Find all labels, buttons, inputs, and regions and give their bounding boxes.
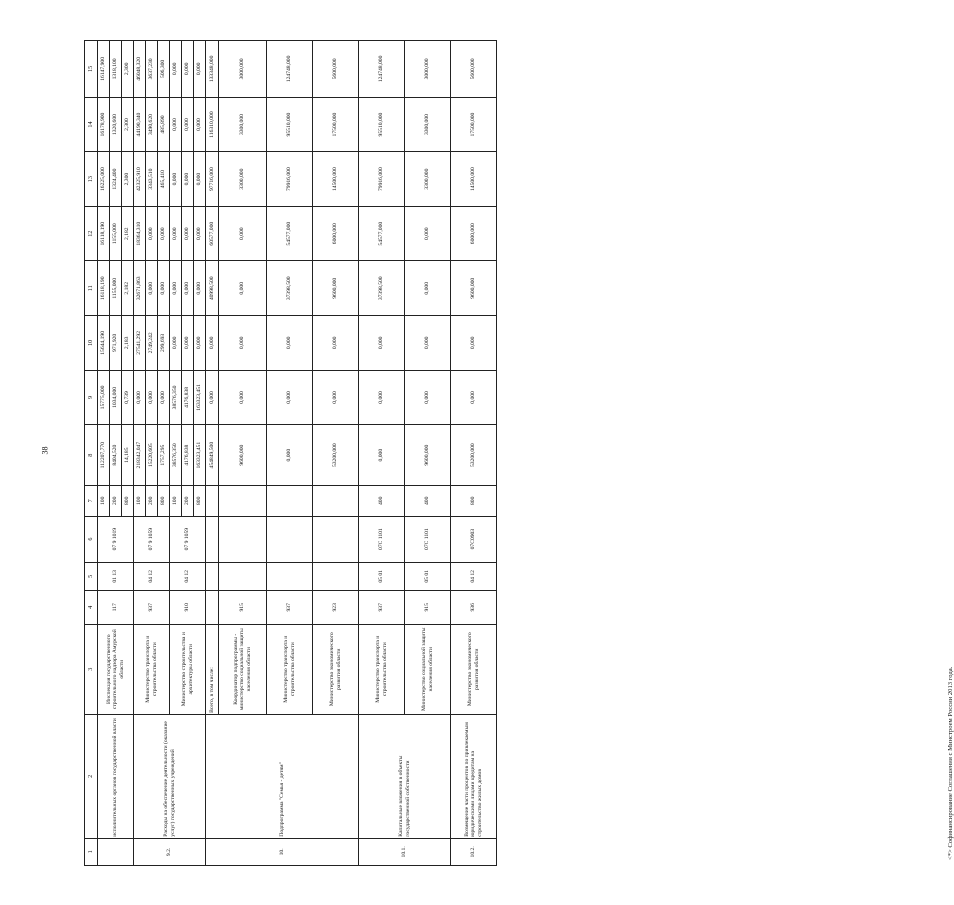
cell: 133348,000 [206, 41, 219, 98]
section-code: 04 12 [170, 562, 206, 590]
cell: 2,182 [122, 261, 134, 316]
cell: 8404,520 [110, 425, 122, 486]
cell: 971,920 [110, 316, 122, 371]
cell: 97716,000 [206, 152, 219, 207]
cell: 0,000 [134, 370, 146, 425]
cell: 6000,000 [451, 206, 497, 261]
col-header: 10 [85, 316, 98, 371]
cell: 0,000 [170, 97, 182, 152]
cell [219, 562, 267, 590]
cell: 100 [134, 486, 146, 516]
cell: 95510,000 [267, 97, 313, 152]
cell: 0,000 [405, 206, 451, 261]
cell [313, 486, 359, 516]
col-header: 3 [85, 624, 98, 714]
cell: 14,185 [122, 425, 134, 486]
row-number: 10. [206, 838, 359, 865]
table-area [84, 40, 954, 866]
type-code: 400 [405, 486, 451, 516]
cell: 200 [182, 486, 194, 516]
ministry-code: 117 [98, 591, 134, 625]
cell: 32671,863 [134, 261, 146, 316]
cell: 95510,000 [359, 97, 405, 152]
col-header: 4 [85, 591, 98, 625]
section-code: 05 01 [359, 562, 405, 590]
expense-name: Возмещение части процентов по привлекаемым юридическими лицами кредитам на строительство жилых домов [451, 714, 497, 838]
cell: 465,410 [158, 152, 170, 207]
row-number: 10.1. [359, 838, 451, 865]
cell: 3000,000 [219, 41, 267, 98]
cell: 454849,500 [206, 425, 219, 486]
cell: 2,183 [122, 316, 134, 371]
cell: 17500,000 [451, 97, 497, 152]
cell: 18364,310 [134, 206, 146, 261]
cell: 0,000 [219, 206, 267, 261]
cell: 0,000 [194, 316, 206, 371]
cell: 3490,620 [146, 97, 158, 152]
cell: 0,000 [182, 97, 194, 152]
cell: 3637,230 [146, 41, 158, 98]
cell: 54577,000 [267, 206, 313, 261]
col-header: 15 [85, 41, 98, 98]
cell: 79916,000 [359, 152, 405, 207]
cell [206, 516, 219, 562]
cell: 0,000 [182, 41, 194, 98]
cell: 5600,000 [313, 41, 359, 98]
cell: 9600,000 [451, 261, 497, 316]
expense-name: Расходы на обеспечение деятельности (оказание услуг) государственных учреждений [134, 714, 206, 838]
header-row [85, 41, 98, 866]
cell: 54577,000 [359, 206, 405, 261]
cell: 0,000 [267, 425, 313, 486]
col-header: 13 [85, 152, 98, 207]
executor-name: Министерство транспорта и строительства области [267, 624, 313, 714]
cell: 38576,350 [170, 370, 182, 425]
cell: 0,000 [182, 261, 194, 316]
cell: 0,000 [405, 370, 451, 425]
cell: 0,000 [451, 370, 497, 425]
cell: 0,000 [194, 261, 206, 316]
cell: 38576,350 [170, 425, 182, 486]
cell [206, 591, 219, 625]
cell: 3300,000 [219, 97, 267, 152]
cell: 16118,190 [98, 206, 110, 261]
cell: 79916,000 [267, 152, 313, 207]
cell: 14500,000 [313, 152, 359, 207]
cell: 800 [122, 486, 134, 516]
executor-name: Министерство экономического развития области [313, 624, 359, 714]
cell: 0,000 [313, 316, 359, 371]
col-header: 2 [85, 714, 98, 838]
cell: 0,000 [194, 97, 206, 152]
cell: 124748,000 [359, 41, 405, 98]
expense-name: Подпрограмма "Семья - детям" [206, 714, 359, 838]
cell: 3343,510 [146, 152, 158, 207]
ministry-code: 936 [451, 591, 497, 625]
cell: 3300,000 [405, 97, 451, 152]
cell [313, 562, 359, 590]
col-header: 1 [85, 838, 98, 865]
cell: 16147,900 [98, 41, 110, 98]
cell: 0,000 [170, 261, 182, 316]
col-header: 11 [85, 261, 98, 316]
cell: 6000,000 [313, 206, 359, 261]
cell: 1318,100 [110, 41, 122, 98]
cell [219, 516, 267, 562]
row-number [98, 838, 134, 865]
executor-name: Инспекция государственного строительного надзора Амурской области [98, 624, 134, 714]
target-code: 07С 1101 [359, 516, 405, 562]
cell: 2749,242 [146, 316, 158, 371]
cell [219, 486, 267, 516]
cell: 40998,500 [206, 261, 219, 316]
cell: 1155,000 [110, 206, 122, 261]
target-code: 07С 1101 [405, 516, 451, 562]
rotated-table-container [84, 40, 954, 866]
cell: 116310,000 [206, 97, 219, 152]
target-code: 07 9 1059 [170, 516, 206, 562]
cell: 3000,000 [405, 41, 451, 98]
cell: 1034,000 [110, 370, 122, 425]
cell: 112207,770 [98, 425, 110, 486]
cell: 800 [194, 486, 206, 516]
cell: 42325,910 [134, 152, 146, 207]
table-row [98, 41, 110, 866]
target-code: 07 9 1059 [134, 516, 170, 562]
col-header: 14 [85, 97, 98, 152]
cell: 0,000 [146, 370, 158, 425]
cell: 0,000 [194, 206, 206, 261]
col-header: 6 [85, 516, 98, 562]
cell: 0,000 [219, 261, 267, 316]
cell: 0,000 [206, 370, 219, 425]
ministry-code: 910 [170, 591, 206, 625]
cell: 0,000 [158, 261, 170, 316]
cell: 0,000 [170, 152, 182, 207]
cell: 1155,000 [110, 261, 122, 316]
target-code: 07С0903 [451, 516, 497, 562]
cell: 1320,600 [110, 97, 122, 152]
cell [206, 562, 219, 590]
cell: 16118,190 [98, 261, 110, 316]
cell [267, 562, 313, 590]
cell: 0,000 [194, 41, 206, 98]
cell [313, 516, 359, 562]
section-code: 04 12 [451, 562, 497, 590]
ministry-code: 923 [313, 591, 359, 625]
cell: 0,000 [405, 316, 451, 371]
cell: 60577,000 [206, 206, 219, 261]
cell: 15775,000 [98, 370, 110, 425]
cell: 0,000 [267, 370, 313, 425]
cell: 1757,295 [158, 425, 170, 486]
executor-name: Министерство транспорта и строительства области [134, 624, 170, 714]
ministry-code: 937 [134, 591, 170, 625]
cell: 5600,000 [451, 41, 497, 98]
ministry-code: 937 [267, 591, 313, 625]
table-row [206, 41, 219, 866]
col-header: 5 [85, 562, 98, 590]
cell: 0,000 [206, 316, 219, 371]
cell: 4176,838 [182, 425, 194, 486]
cell: 0,000 [158, 370, 170, 425]
table-row [134, 41, 146, 866]
cell: 800 [158, 486, 170, 516]
cell: 14500,000 [451, 152, 497, 207]
cell: 17500,000 [313, 97, 359, 152]
cell: 9600,000 [405, 425, 451, 486]
col-header: 8 [85, 425, 98, 486]
cell: 2,300 [122, 152, 134, 207]
footnote: <*> Софинансирование Соглашения с Минстроем России 2013 года. [947, 666, 954, 860]
executor-name: Министерство социальной защиты населения области [405, 624, 451, 714]
cell: 2,300 [122, 41, 134, 98]
total-label: Всего, в том числе: [206, 624, 219, 714]
cell: 37398,500 [267, 261, 313, 316]
cell: 124748,000 [267, 41, 313, 98]
cell: 0,000 [182, 152, 194, 207]
cell: 0,000 [170, 206, 182, 261]
cell: 46048,320 [134, 41, 146, 98]
cell: 27541,292 [134, 316, 146, 371]
cell: 0,000 [219, 316, 267, 371]
cell: 163323,451 [194, 425, 206, 486]
ministry-code: 937 [359, 591, 405, 625]
cell: 9600,000 [313, 261, 359, 316]
table-row [451, 41, 497, 866]
cell: 299,693 [158, 316, 170, 371]
cell: 0,000 [359, 370, 405, 425]
executor-name: Министерство транспорта и строительства области [359, 624, 405, 714]
expense-name: исполнительных органов государственной власти [98, 714, 134, 838]
cell: 0,000 [146, 261, 158, 316]
cell: 15220,605 [146, 425, 158, 486]
cell: 1324,400 [110, 152, 122, 207]
type-code: 800 [451, 486, 497, 516]
type-code: 400 [359, 486, 405, 516]
row-number: 9.2. [134, 838, 206, 865]
executor-name: Министерство строительства и архитектуры области [170, 624, 206, 714]
col-header: 12 [85, 206, 98, 261]
cell: 0,000 [170, 41, 182, 98]
cell: 163323,451 [194, 370, 206, 425]
executor-name: Координатор подпрограммы - министерство социальной защиты населения области [219, 624, 267, 714]
ministry-code: 915 [219, 591, 267, 625]
target-code: 07 9 1019 [98, 516, 134, 562]
cell: 0,000 [170, 316, 182, 371]
cell: 0,000 [182, 206, 194, 261]
cell: 37398,500 [359, 261, 405, 316]
cell: 0,000 [146, 206, 158, 261]
cell: 0,000 [359, 316, 405, 371]
cell: 200 [146, 486, 158, 516]
cell: 0,000 [405, 261, 451, 316]
cell [267, 486, 313, 516]
ministry-code: 915 [405, 591, 451, 625]
cell: 218342,047 [134, 425, 146, 486]
col-header: 7 [85, 486, 98, 516]
cell [206, 486, 219, 516]
cell: 16225,000 [98, 152, 110, 207]
cell: 506,300 [158, 41, 170, 98]
cell: 53200,000 [313, 425, 359, 486]
cell: 2,182 [122, 206, 134, 261]
row-number: 10.2. [451, 838, 497, 865]
cell: 2,300 [122, 97, 134, 152]
cell: 16178,900 [98, 97, 110, 152]
section-code: 04 12 [134, 562, 170, 590]
cell [267, 516, 313, 562]
cell: 100 [98, 486, 110, 516]
cell: 3300,000 [405, 152, 451, 207]
cell: 100 [170, 486, 182, 516]
cell: 0,000 [313, 370, 359, 425]
executor-name: Министерство экономического развития области [451, 624, 497, 714]
cell: 0,739 [122, 370, 134, 425]
section-code: 05 01 [405, 562, 451, 590]
cell: 3300,000 [219, 152, 267, 207]
col-header: 9 [85, 370, 98, 425]
expense-name: Капитальные вложения в объекты государственной собственности [359, 714, 451, 838]
cell: 0,000 [182, 316, 194, 371]
cell: 15644,190 [98, 316, 110, 371]
cell: 0,000 [158, 206, 170, 261]
section-code: 01 13 [98, 562, 134, 590]
page-number: 38 [40, 446, 50, 455]
budget-table [84, 40, 497, 866]
cell: 0,000 [451, 316, 497, 371]
cell: 0,000 [194, 152, 206, 207]
cell: 0,000 [359, 425, 405, 486]
cell: 53200,000 [451, 425, 497, 486]
cell: 200 [110, 486, 122, 516]
table-row [359, 41, 405, 866]
cell: 0,000 [219, 370, 267, 425]
cell: 4176,838 [182, 370, 194, 425]
cell: 44190,340 [134, 97, 146, 152]
cell: 9600,000 [219, 425, 267, 486]
cell: 485,890 [158, 97, 170, 152]
cell: 0,000 [267, 316, 313, 371]
